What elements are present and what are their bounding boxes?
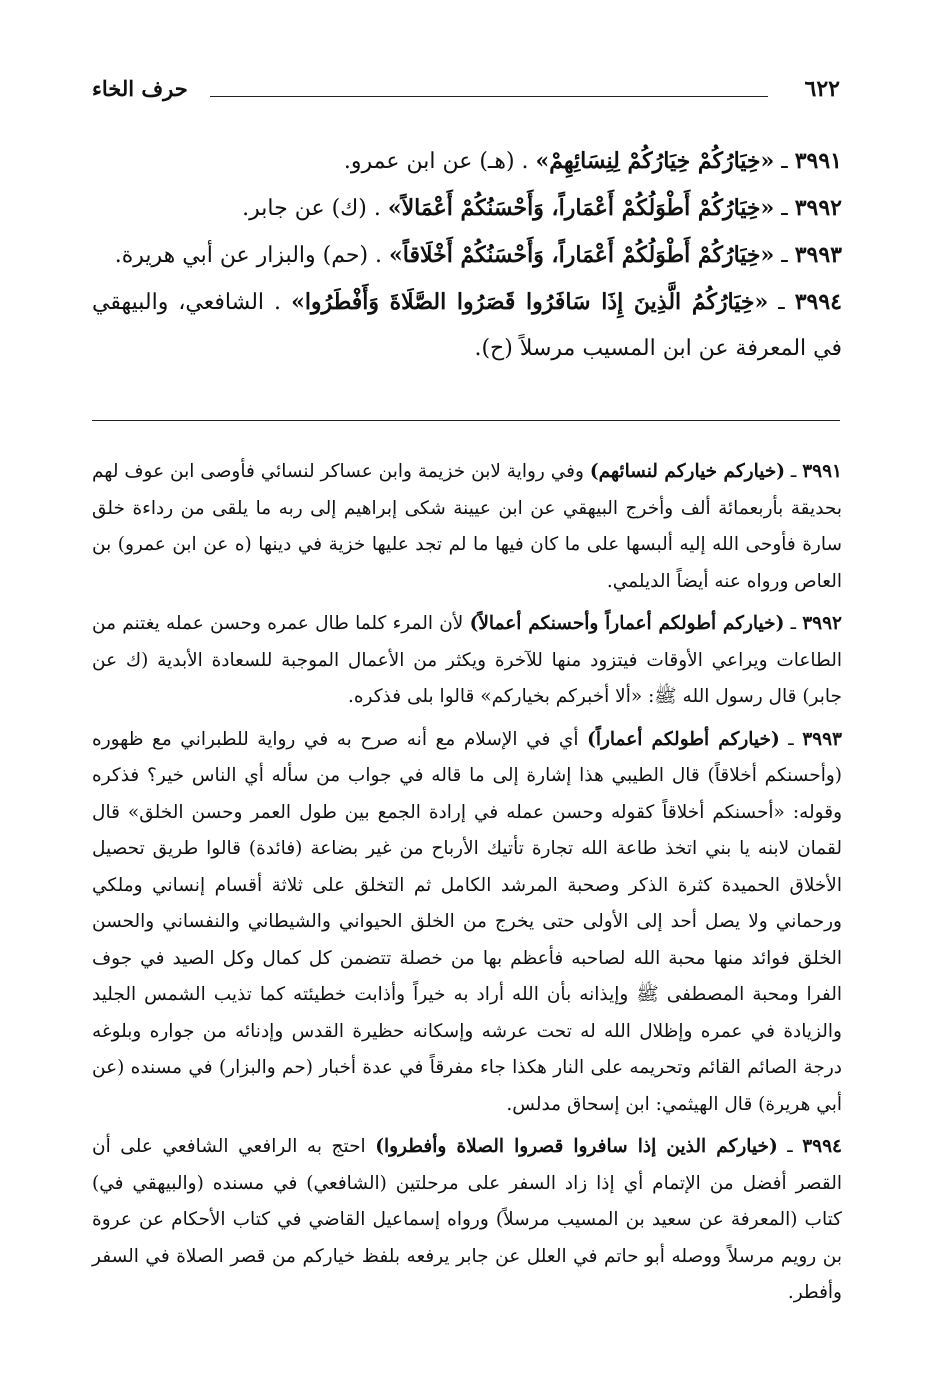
- hadith-dash: ـ: [774, 196, 788, 221]
- hadith-source: . (هـ) عن ابن عمرو.: [343, 149, 529, 174]
- commentary-number: ٣٩٩٤: [802, 1136, 842, 1157]
- hadith-list: [92, 138, 842, 372]
- hadith-entry: [92, 232, 842, 279]
- hadith-source: . الشافعي، والبيهقي في المعرفة عن ابن المسيب مرسلاً (ح).: [92, 290, 842, 361]
- chapter-title: حرف الخاء: [92, 76, 188, 101]
- page-number: ٦٢٢: [804, 76, 840, 102]
- commentary-number: ٣٩٩١: [802, 461, 842, 482]
- hadith-entry: [92, 185, 842, 232]
- hadith-number: ٣٩٩٢: [794, 195, 842, 221]
- commentary-dash: ـ: [777, 1136, 793, 1157]
- commentary-dash: ـ: [779, 728, 794, 750]
- hadith-text: «خِيَارُكُمُ الَّذِينَ إِذَا سَافَرُوا قَصَرُوا الصَّلَاةَ وَأَفْطَرُوا»: [291, 289, 769, 315]
- hadith-text: «خِيَارُكُمْ أَطْوَلُكُمْ أَعْمَاراً، وَأَحْسَنُكُمْ أَخْلَاقاً»: [389, 242, 775, 268]
- hadith-number: ٣٩٩٤: [794, 289, 842, 315]
- hadith-dash: ـ: [774, 149, 788, 174]
- hadith-text: «خِيَارُكُمْ أَطْوَلُكُمْ أَعْمَاراً، وَأَحْسَنُكُمْ أَعْمَالاً»: [387, 195, 775, 221]
- commentary-number: ٣٩٩٣: [802, 728, 842, 750]
- commentary-lemma: (خياركم خياركم لنسائهم): [589, 461, 786, 482]
- commentary-text: وفي رواية لابن خزيمة وابن عساكر لنسائي فأوصى ابن عوف لهم بحديقة بأربعمائة ألف وأخرج البيهقي عن ابن عيينة شكى إبراهيم إلى ربه ما يلقى من رداءة خلق سارة فأوحى الله إليه ألبسها على ما كان فيها ما لم تجد عليها خزية في دينها (ه عن ابن عمرو) بن العاص ورواه عنه أيضاً الديلمي.: [92, 461, 842, 592]
- hadith-entry: [92, 279, 842, 372]
- commentary-dash: ـ: [784, 613, 796, 634]
- hadith-entry: [92, 138, 842, 185]
- section-divider: [92, 420, 840, 421]
- commentary-dash: ـ: [785, 461, 797, 482]
- commentary-entry: [92, 606, 842, 716]
- commentary-entry: [92, 454, 842, 600]
- hadith-dash: ـ: [768, 290, 785, 315]
- commentary-text: أي في الإسلام مع أنه صرح به في رواية للطبراني مع ظهوره (وأحسنكم أخلاقاً) قال الطيبي هذا إشارة إلى ما قاله في جواب من سأله أي الناس خير؟ فذكره وقوله: «أحسنكم أخلاقاً كقوله وحسن عمله في إرادة الجمع بين طول العمر وحسن الخلق» قال لقمان لابنه يا بني اتخذ طاعة الله تجارة تأتيك الأرباح من غير بضاعة (فائدة) قالوا طريق تحصيل الأخلاق الحميدة كثرة الذكر وصحبة المرشد الكامل ثم التخلق على ثلاثة أقسام إنساني وملكي ورحماني ولا يصل أحد إلى الأولى حتى يخرج من الخلق الحيواني والشيطاني والنفساني والحسن الخلق فوائد منها محبة الله لصاحبه فأعظم بها من خصلة تتضمن كل كمال وكل الصيد في جوف الفرا ومحبة المصطفى ﷺ وإيذانه بأن الله أراد به خيراً وأذابت خطيئته كما تذيب الشمس الجليد والزيادة في عمره وإظلال الله له تحت عرشه وإسكانه حظيرة القدس وإدنائه من جواره وبلوغه درجة الصائم القائم وتحريمه على النار هكذا جاء مفرقاً في عدة أخبار (حم والبزار) في مسنده (عن أبي هريرة) قال الهيثمي: ابن إسحاق مدلس.: [92, 728, 842, 1115]
- hadith-number: ٣٩٩١: [794, 148, 842, 174]
- header-rule: [210, 96, 768, 97]
- hadith-number: ٣٩٩٣: [794, 242, 842, 268]
- commentary-text: احتج به الرافعي الشافعي على أن القصر أفضل من الإتمام أي إذا زاد السفر على مرحلتين (الشافعي) في مسنده (والبيهقي في) كتاب (المعرفة عن سعيد بن المسيب مرسلاً) ورواه إسماعيل القاضي في كتاب الأحكام عن عروة بن رويم مرسلاً ووصله أبو حاتم في العلل عن جابر يرفعه بلفظ خياركم من قصر الصلاة في السفر وأفطر.: [92, 1136, 842, 1303]
- commentary-lemma: (خياركم الذين إذا سافروا قصروا الصلاة وأفطروا): [375, 1136, 778, 1157]
- commentary-entry: [92, 722, 842, 1124]
- running-header: [92, 74, 840, 108]
- commentary-section: [92, 454, 842, 1318]
- hadith-source: . (حم) والبزار عن أبي هريرة.: [114, 243, 383, 268]
- hadith-text: «خِيَارُكُمْ خِيَارُكُمْ لِنِسَائِهِمْ»: [535, 148, 775, 174]
- commentary-number: ٣٩٩٢: [802, 613, 842, 634]
- hadith-dash: ـ: [774, 243, 788, 268]
- hadith-source: . (ك) عن جابر.: [242, 196, 381, 221]
- commentary-lemma: (خياركم أطولكم أعماراً): [587, 728, 780, 750]
- commentary-entry: [92, 1129, 842, 1312]
- commentary-text: لأن المرء كلما طال عمره وحسن عمله يغتنم من الطاعات ويراعي الأوقات فيتزود منها للآخرة ويكثر من الأعمال الموجبة للسعادة الأبدية (ك عن جابر) قال رسول الله ﷺ: «ألا أخبركم بخياركم» قالوا بلى فذكره.: [92, 613, 842, 707]
- commentary-lemma: (خياركم أطولكم أعماراً وأحسنكم أعمالاً): [469, 613, 785, 634]
